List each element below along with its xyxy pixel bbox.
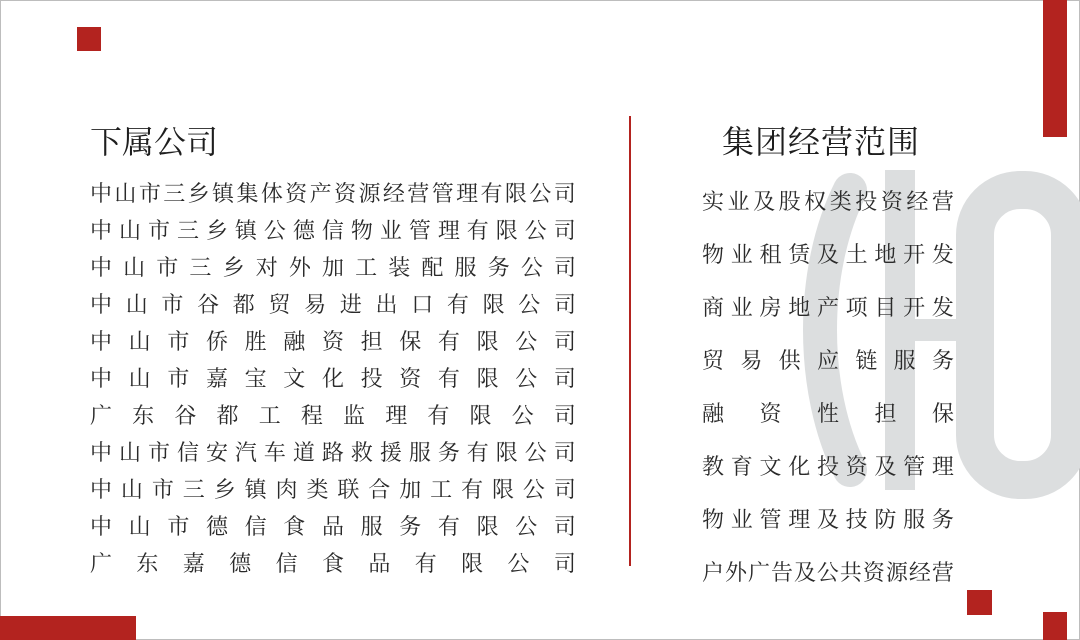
business-scope-item: 物 业 管 理 及 技 防 服 务: [702, 508, 954, 533]
subsidiary-item: 中 山 市 谷 都 贸 易 进 出 口 有 限 公 司: [90, 293, 576, 318]
subsidiary-item: 中 山 市 三 乡 镇 集 体 资 产 资 源 经 营 管 理 有 限 公 司: [90, 182, 576, 207]
subsidiary-item: 中 山 市 三 乡 镇 肉 类 联 合 加 工 有 限 公 司: [90, 478, 576, 503]
subsidiary-item: 中 山 市 嘉 宝 文 化 投 资 有 限 公 司: [90, 367, 576, 392]
business-scope-item: 教 育 文 化 投 资 及 管 理: [702, 455, 954, 480]
business-scope-item: 商 业 房 地 产 项 目 开 发: [702, 296, 954, 321]
subsidiary-item: 中 山 市 信 安 汽 车 道 路 救 援 服 务 有 限 公 司: [90, 441, 576, 466]
business-scope-list: [702, 176, 954, 600]
corner-square-bottom-right: [967, 590, 992, 615]
subsidiary-item: 中 山 市 德 信 食 品 服 务 有 限 公 司: [90, 515, 576, 540]
subsidiary-item: 中 山 市 三 乡 镇 公 德 信 物 业 管 理 有 限 公 司: [90, 219, 576, 244]
subsidiary-item: 中 山 市 侨 胜 融 资 担 保 有 限 公 司: [90, 330, 576, 355]
subsidiary-item: 中 山 市 三 乡 对 外 加 工 装 配 服 务 公 司: [90, 256, 576, 281]
corner-bar-bottom-right: [1043, 612, 1067, 640]
business-scope-title: 集团经营范围: [722, 123, 921, 161]
business-scope-item: 户 外 广 告 及 公 共 资 源 经 营: [702, 561, 954, 586]
corner-square-top-left: [77, 27, 101, 51]
subsidiary-item: 广 东 嘉 德 信 食 品 有 限 公 司: [90, 552, 576, 577]
center-divider: [629, 116, 631, 566]
business-scope-item: 贸 易 供 应 链 服 务: [702, 349, 954, 374]
corner-bar-top-right: [1043, 0, 1067, 137]
subsidiary-item: 广 东 谷 都 工 程 监 理 有 限 公 司: [90, 404, 576, 429]
business-scope-item: 物 业 租 赁 及 土 地 开 发: [702, 243, 954, 268]
corner-bar-bottom-left: [0, 616, 136, 640]
business-scope-item: 融 资 性 担 保: [702, 402, 954, 427]
subsidiaries-title: 下属公司: [90, 123, 219, 161]
business-scope-item: 实 业 及 股 权 类 投 资 经 营: [702, 190, 954, 215]
subsidiaries-list: [90, 176, 576, 583]
